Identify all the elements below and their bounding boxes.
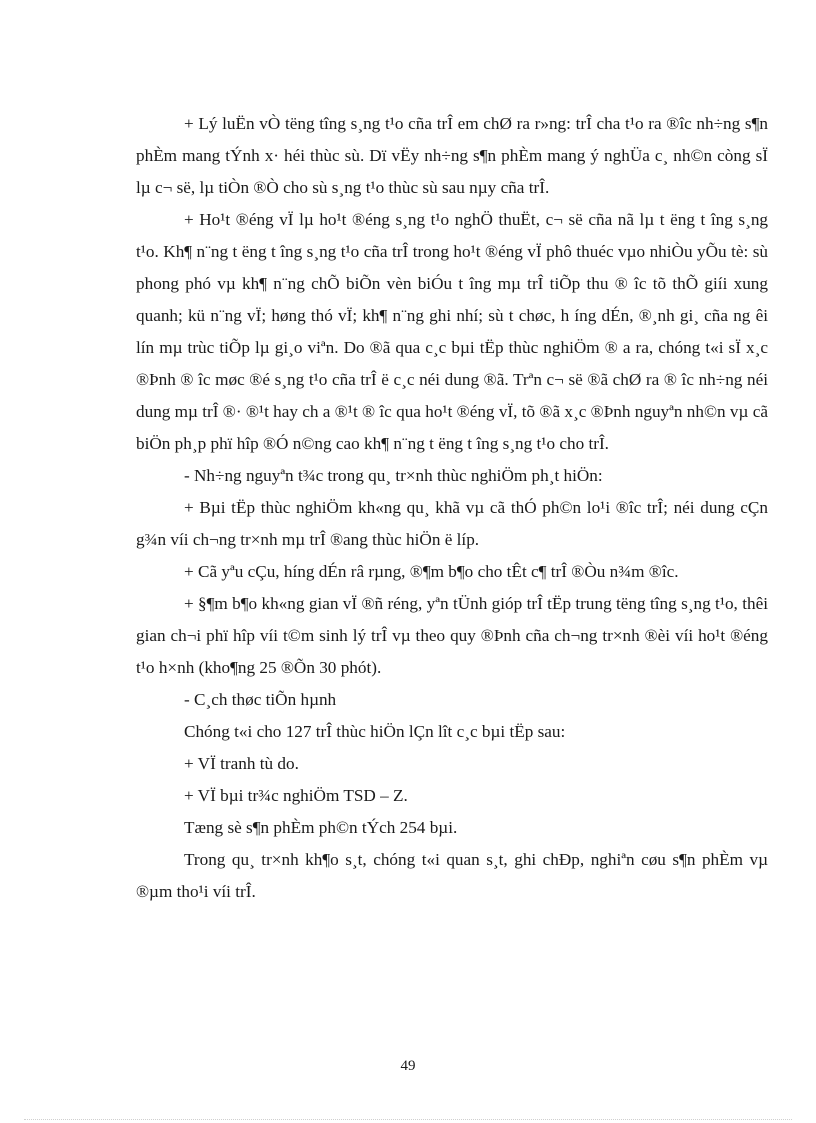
paragraph-task-2: + VÏ bµi tr¾c nghiÖm TSD – Z. — [184, 786, 408, 805]
paragraph-total: Tæng sè s¶n phÈm ph©n tÝch 254 bµi. — [184, 818, 458, 837]
paragraph-task-1: + VÏ tranh tù do. — [184, 754, 299, 773]
page-number: 49 — [400, 1058, 416, 1074]
paragraph-method-heading: - C¸ch thøc tiÕn hµnh — [184, 690, 337, 709]
paragraph-method-intro: Chóng t«i cho 127 trÎ thùc hiÖn lÇn lît c¸c bµi tËp sau: — [184, 722, 566, 741]
page-bottom-border — [24, 1119, 792, 1120]
paragraph-process: Trong qu¸ tr×nh kh¶o s¸t, chóng t«i quan s¸t, ghi chÐp, nghiªn cøu s¶n phÈm vµ ®µm tho¹i víi trÎ. — [136, 850, 768, 901]
paragraph-principle-1: + Bµi tËp thùc nghiÖm kh«ng qu¸ khã vµ cã thÓ ph©n lo¹i ®îc trÎ; néi dung cÇn g¾n víi ch¬ng tr×nh mµ trÎ ®ang thùc hiÖn ë líp. — [136, 498, 768, 549]
paragraph-principle-3: + §¶m b¶o kh«ng gian vÏ ®ñ réng, yªn tÜnh gióp trÎ tËp trung tëng tîng s¸ng t¹o, thêi gian ch¬i phï hîp víi t©m sinh lý trÎ vµ theo quy ®Þnh cña ch¬ng tr×nh ®èi víi ho¹t ®éng t¹o h×nh (kho¶ng 25 ®Õn 30 phót). — [136, 594, 768, 677]
paragraph-drawing-activity: + Ho¹t ®éng vÏ lµ ho¹t ®éng s¸ng t¹o nghÖ thuËt, c¬ së cña nã lµ t ëng t îng s¸ng t¹o. Kh¶ n¨ng t ëng t îng s¸ng t¹o cña trÎ trong ho¹t ®éng vÏ phô thuéc vµo nhiÒu yÕu tè: sù phong phó vµ kh¶ n¨ng chÕ biÕn vèn biÓu t îng mµ trÎ tiÕp thu ® îc tõ thÕ giíi xung quanh; kü n¨ng vÏ; høng thó vÏ; kh¶ n¨ng ghi nhí; sù t chøc, h íng dÉn, ®¸nh gi¸ cña ng êi lín mµ trùc tiÕp lµ gi¸o viªn. Do ®ã qua c¸c bµi tËp thùc nghiÖm ® a ra, chóng t«i sÏ x¸c ®Þnh ® îc møc ®é s¸ng t¹o cña trÎ ë c¸c néi dung ®ã. Trªn c¬ së ®ã chØ ra ® îc nh÷ng néi dung mµ trÎ ®· ®¹t hay ch a ®¹t ® îc qua ho¹t ®éng vÏ, tõ ®ã x¸c ®Þnh nguyªn nh©n vµ cã biÖn ph¸p phï hîp ®Ó n©ng cao kh¶ n¨ng t ëng t îng s¸ng t¹o cho trÎ. — [136, 210, 768, 453]
paragraph-principles-heading: - Nh÷ng nguyªn t¾c trong qu¸ tr×nh thùc nghiÖm ph¸t hiÖn: — [184, 466, 603, 485]
paragraph-theory: + Lý luËn vÒ tëng tîng s¸ng t¹o cña trÎ em chØ ra r»ng: trÎ cha t¹o ra ®îc nh÷ng s¶n phÈm mang tÝnh x· héi thùc sù. Dï vËy nh÷ng s¶n phÈm mang ý nghÜa c¸ nh©n còng sÏ lµ c¬ së, lµ tiÒn ®Ò cho sù s¸ng t¹o thùc sù sau nµy cña trÎ. — [136, 114, 768, 197]
body-text — [136, 108, 768, 908]
paragraph-principle-2: + Cã yªu cÇu, híng dÉn râ rµng, ®¶m b¶o cho tÊt c¶ trÎ ®Òu n¾m ®îc. — [184, 562, 679, 581]
